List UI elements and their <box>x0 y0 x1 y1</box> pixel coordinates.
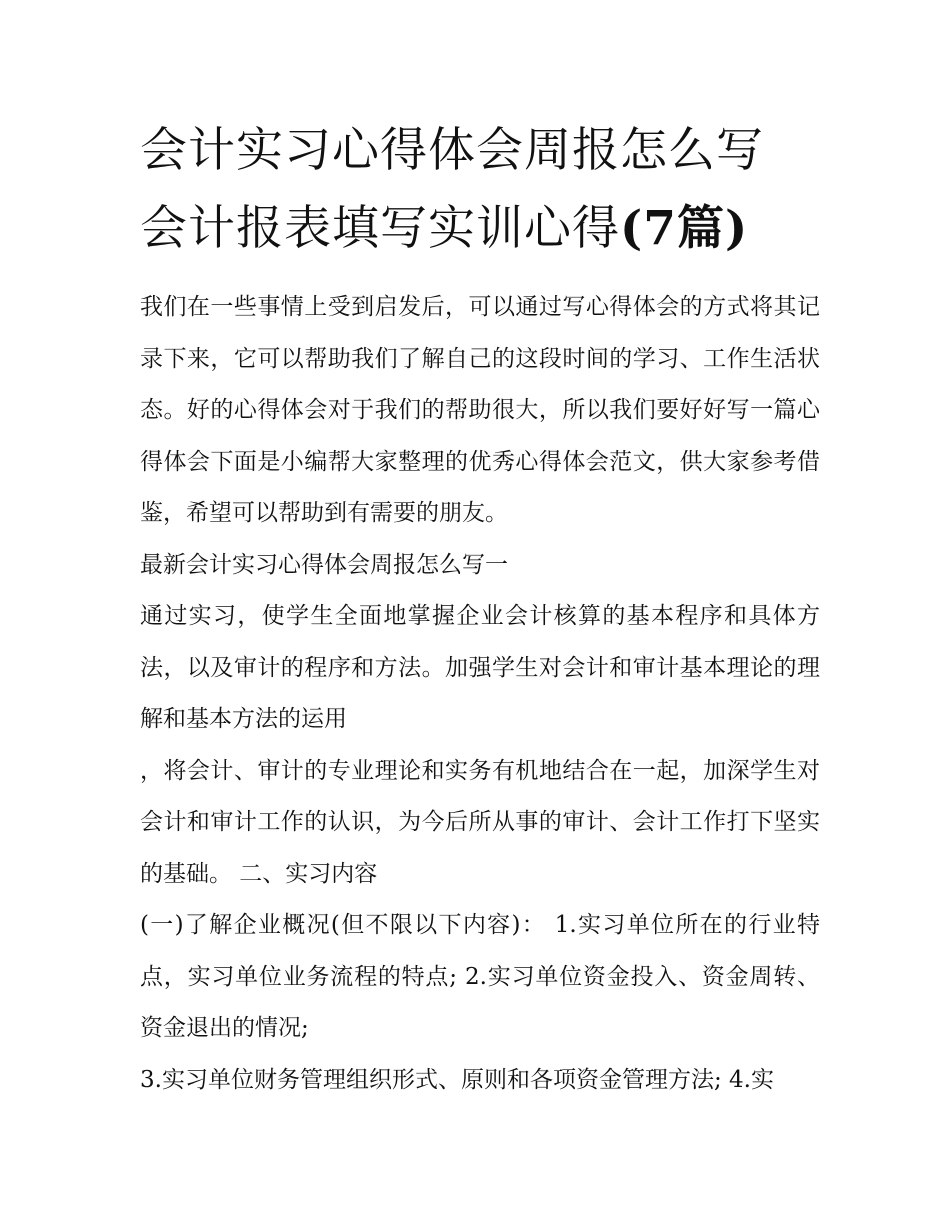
title-line-2: 会计报表填写实训心得 <box>140 201 620 256</box>
body-paragraph: ，将会计、审计的专业理论和实务有机地结合在一起，加深学生对会计和审计工作的认识，为今后所从事的审计、会计工作打下坚实的基础。 二、实习内容 <box>140 757 820 887</box>
section-heading: 最新会计实习心得体会周报怎么写一 <box>140 551 508 578</box>
title-line-1: 会计实习心得体会周报怎么写 <box>140 123 764 178</box>
body-paragraph: 通过实习，使学生全面地掌握企业会计核算的基本程序和具体方法，以及审计的程序和方法。加强学生对会计和审计基本理论的理解和基本方法的运用 <box>140 603 820 732</box>
document-title <box>140 112 820 268</box>
body-paragraph: 3.实习单位财务管理组织形式、原则和各项资金管理方法; 4.实 <box>140 1066 774 1093</box>
intro-paragraph: 我们在一些事情上受到启发后，可以通过写心得体会的方式将其记录下来，它可以帮助我们了解自己的这段时间的学习、工作生活状态。好的心得体会对于我们的帮助很大，所以我们要好好写一篇心得体会下面是小编帮大家整理的优秀心得体会范文，供大家参考借鉴，希望可以帮助到有需要的朋友。 <box>140 294 820 526</box>
title-count: (7篇) <box>620 201 749 256</box>
body-paragraph: (一)了解企业概况(但不限以下内容)： 1.实习单位所在的行业特点，实习单位业务流程的特点; 2.实习单位资金投入、资金周转、资金退出的情况; <box>140 912 820 1041</box>
document-page <box>140 112 820 1106</box>
